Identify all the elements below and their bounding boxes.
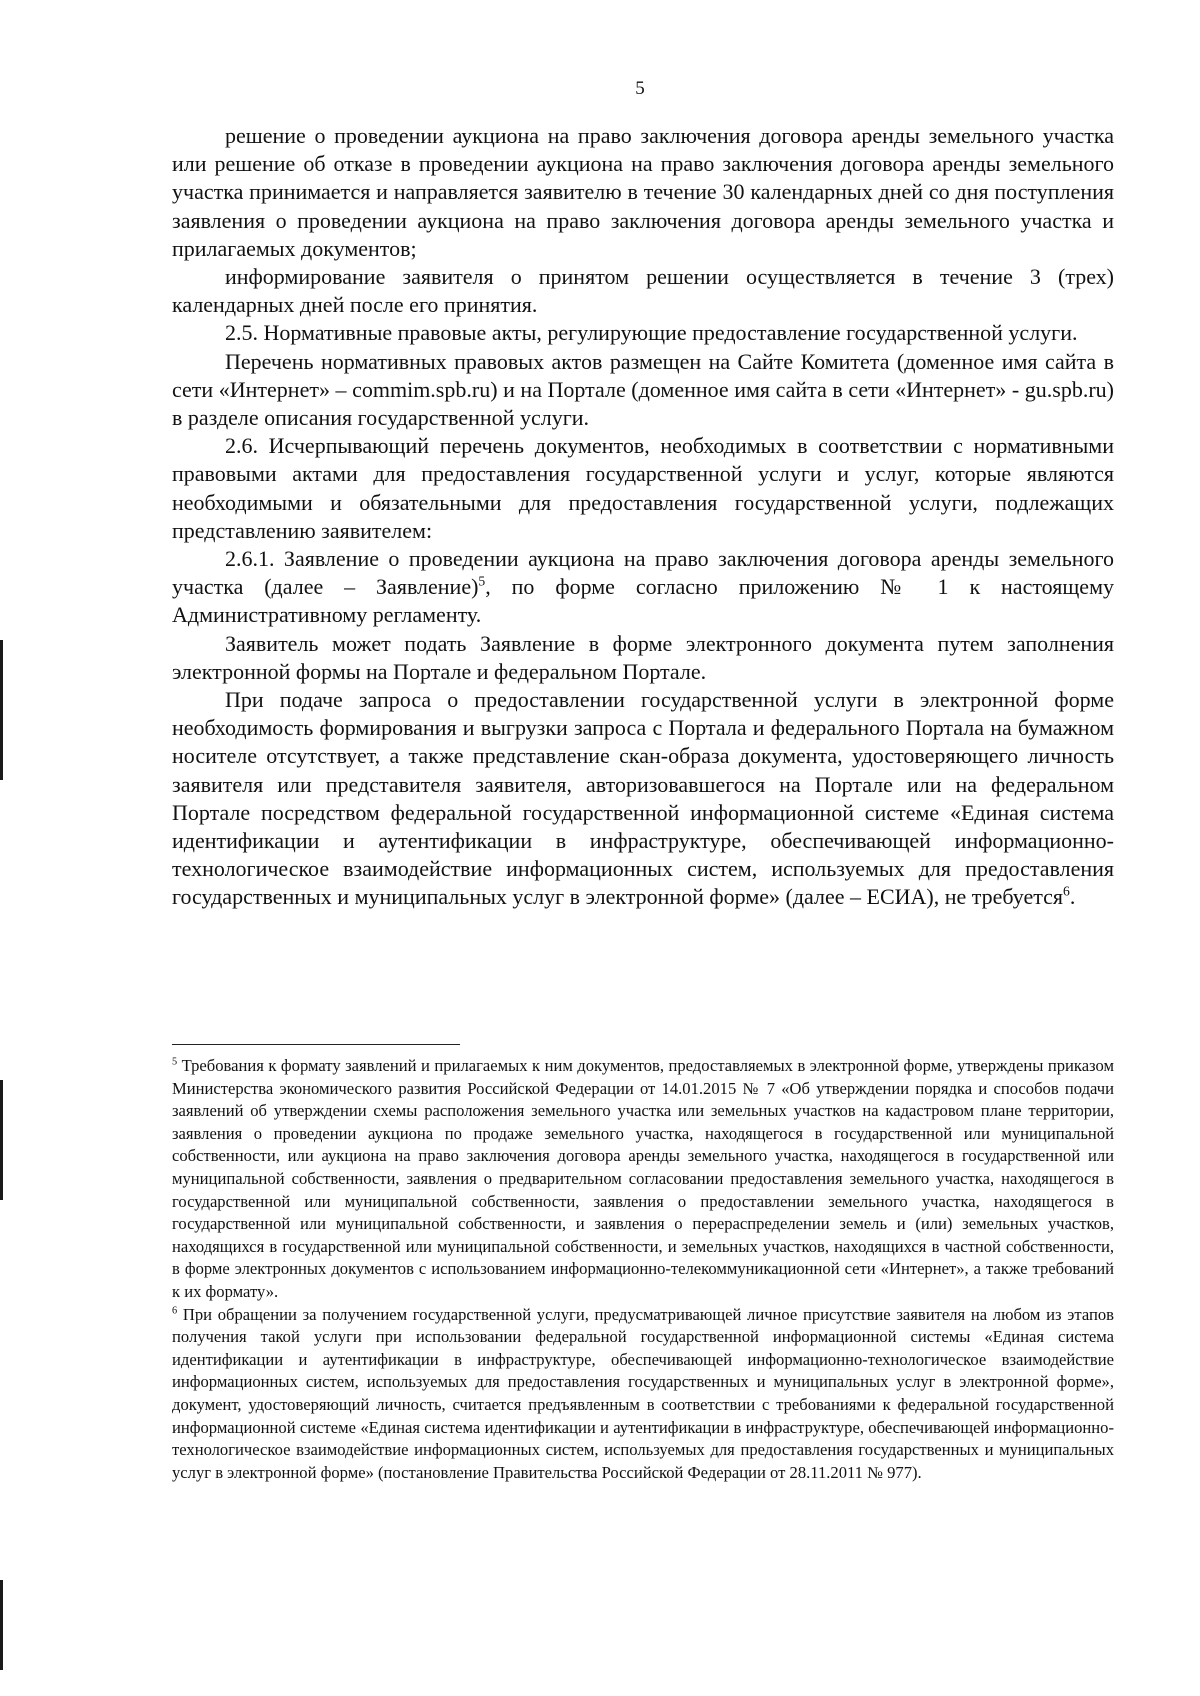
footnote-6-text: При обращении за получением государственной услуги, предусматривающей личное присутствие заявителя на любом из этапов получения такой услуги при использовании федеральной государственной информационной системы «Единая система идентификации и аутентификации в инфраструктуре, обеспечивающей информационно-технологическое взаимодействие информационных систем, используемых для предоставления государственных и муниципальных услуг в электронной форме», документ, удостоверяющий личность, считается предъявленным в соответствии с требованиями к федеральной государственной информационной системе «Единая система идентификации и аутентификации в инфраструктуре, обеспечивающей информационно-технологическое взаимодействие информационных систем, используемых для предоставления государственных и муниципальных услуг в электронной форме» (постановление Правительства Российской Федерации от 28.11.2011 № 977). <box>172 1304 1114 1482</box>
page-number: 5 <box>635 78 645 99</box>
paragraph-2-6: 2.6. Исчерпывающий перечень документов, необходимых в соответствии с нормативными правовыми актами для предоставления государственной услуги и услуг, которые являются необходимыми и обязательными для предоставления государственной услуги, подлежащих представлению заявителем: <box>172 433 1114 543</box>
paragraph-decision: решение о проведении аукциона на право заключения договора аренды земельного участка или решение об отказе в проведении аукциона на право заключения договора аренды земельного участка принимается и направляется заявителю в течение 30 календарных дней со дня поступления заявления о проведении аукциона на право заключения договора аренды земельного участка и прилагаемых документов; <box>172 123 1114 261</box>
paragraph-informing: информирование заявителя о принятом решении осуществляется в течение 3 (трех) календарных дней после его принятия. <box>172 264 1114 318</box>
paragraph-acts-list: Перечень нормативных правовых актов размещен на Сайте Комитета (доменное имя сайта в сети «Интернет» – commim.spb.ru) и на Портале (доменное имя сайта в сети «Интернет» - gu.spb.ru) в разделе описания государственной услуги. <box>172 348 1114 431</box>
footnote-separator <box>172 1044 460 1045</box>
footnote-ref-6[interactable]: 6 <box>1063 884 1070 900</box>
footnote-ref-5[interactable]: 5 <box>478 573 486 589</box>
paragraph-2-5: 2.5. Нормативные правовые акты, регулирующие предоставление государственной услуги. <box>225 320 1078 346</box>
footnote-5-text: Требования к формату заявлений и прилагаемых к ним документов, предоставляемых в электронной форме, утверждены приказом Министерства экономического развития Российской Федерации от 14.01.2015 № 7 «Об утверждении порядка и способов подачи заявлений об утверждении схемы расположения земельного участка или земельных участков на кадастровом плане территории, заявления о проведении аукциона по продаже земельного участка, находящегося в государственной или муниципальной собственности, или аукциона на право заключения договора аренды земельного участка, находящегося в государственной или муниципальной собственности, заявления о предварительном согласовании предоставления земельного участка, находящегося в государственной или муниципальной собственности, заявления о предоставлении земельного участка, находящегося в государственной или муниципальной собственности, и заявления о перераспределении земель и (или) земельных участков, находящихся в государственной или муниципальной собственности, и земельных участков, находящихся в частной собственности, в форме электронных документов с использованием информационно-телекоммуникационной сети «Интернет», а также требований к их формату». <box>172 1056 1114 1301</box>
footnote-mark-6: 6 <box>172 1305 178 1316</box>
footnote-5 <box>172 1055 1114 1304</box>
paragraph-2-6-1-tail: , по форме согласно приложению № 1 к настоящему Административному регламенту. <box>172 574 1114 628</box>
main-text <box>172 122 1114 912</box>
paragraph-2-6-1-text: 2.6.1. Заявление о проведении аукциона на право заключения договора аренды земельного участка (далее – Заявление) <box>172 546 1114 600</box>
paragraph-electronic-submission: Заявитель может подать Заявление в форме электронного документа путем заполнения электронной формы на Портале и федеральном Портале. <box>172 630 1114 684</box>
footnotes <box>172 1055 1114 1484</box>
scan-edge-mark <box>0 1080 3 1200</box>
paragraph-esia-text: При подаче запроса о предоставлении государственной услуги в электронной форме необходимость формирования и выгрузки запроса с Портала и федерального Портала на бумажном носителе отсутствует, а также представление скан-образа документа, удостоверяющего личность заявителя или представителя заявителя, авторизовавшегося на Портале или на федеральном Портале посредством федеральной государственной информационной системе «Единая система идентификации и аутентификации в инфраструктуре, обеспечивающей информационно-технологическое взаимодействие информационных систем, используемых для предоставления государственных и муниципальных услуг в электронной форме» (далее – ЕСИА), не требуется <box>172 687 1114 910</box>
footnote-6 <box>172 1304 1114 1485</box>
paragraph-esia-tail: . <box>1069 884 1076 910</box>
paragraph-2-6-1 <box>172 545 1114 630</box>
paragraph-esia <box>172 686 1114 912</box>
scan-edge-mark <box>0 1580 3 1670</box>
footnote-mark-5: 5 <box>172 1056 178 1068</box>
scan-edge-mark <box>0 640 3 780</box>
